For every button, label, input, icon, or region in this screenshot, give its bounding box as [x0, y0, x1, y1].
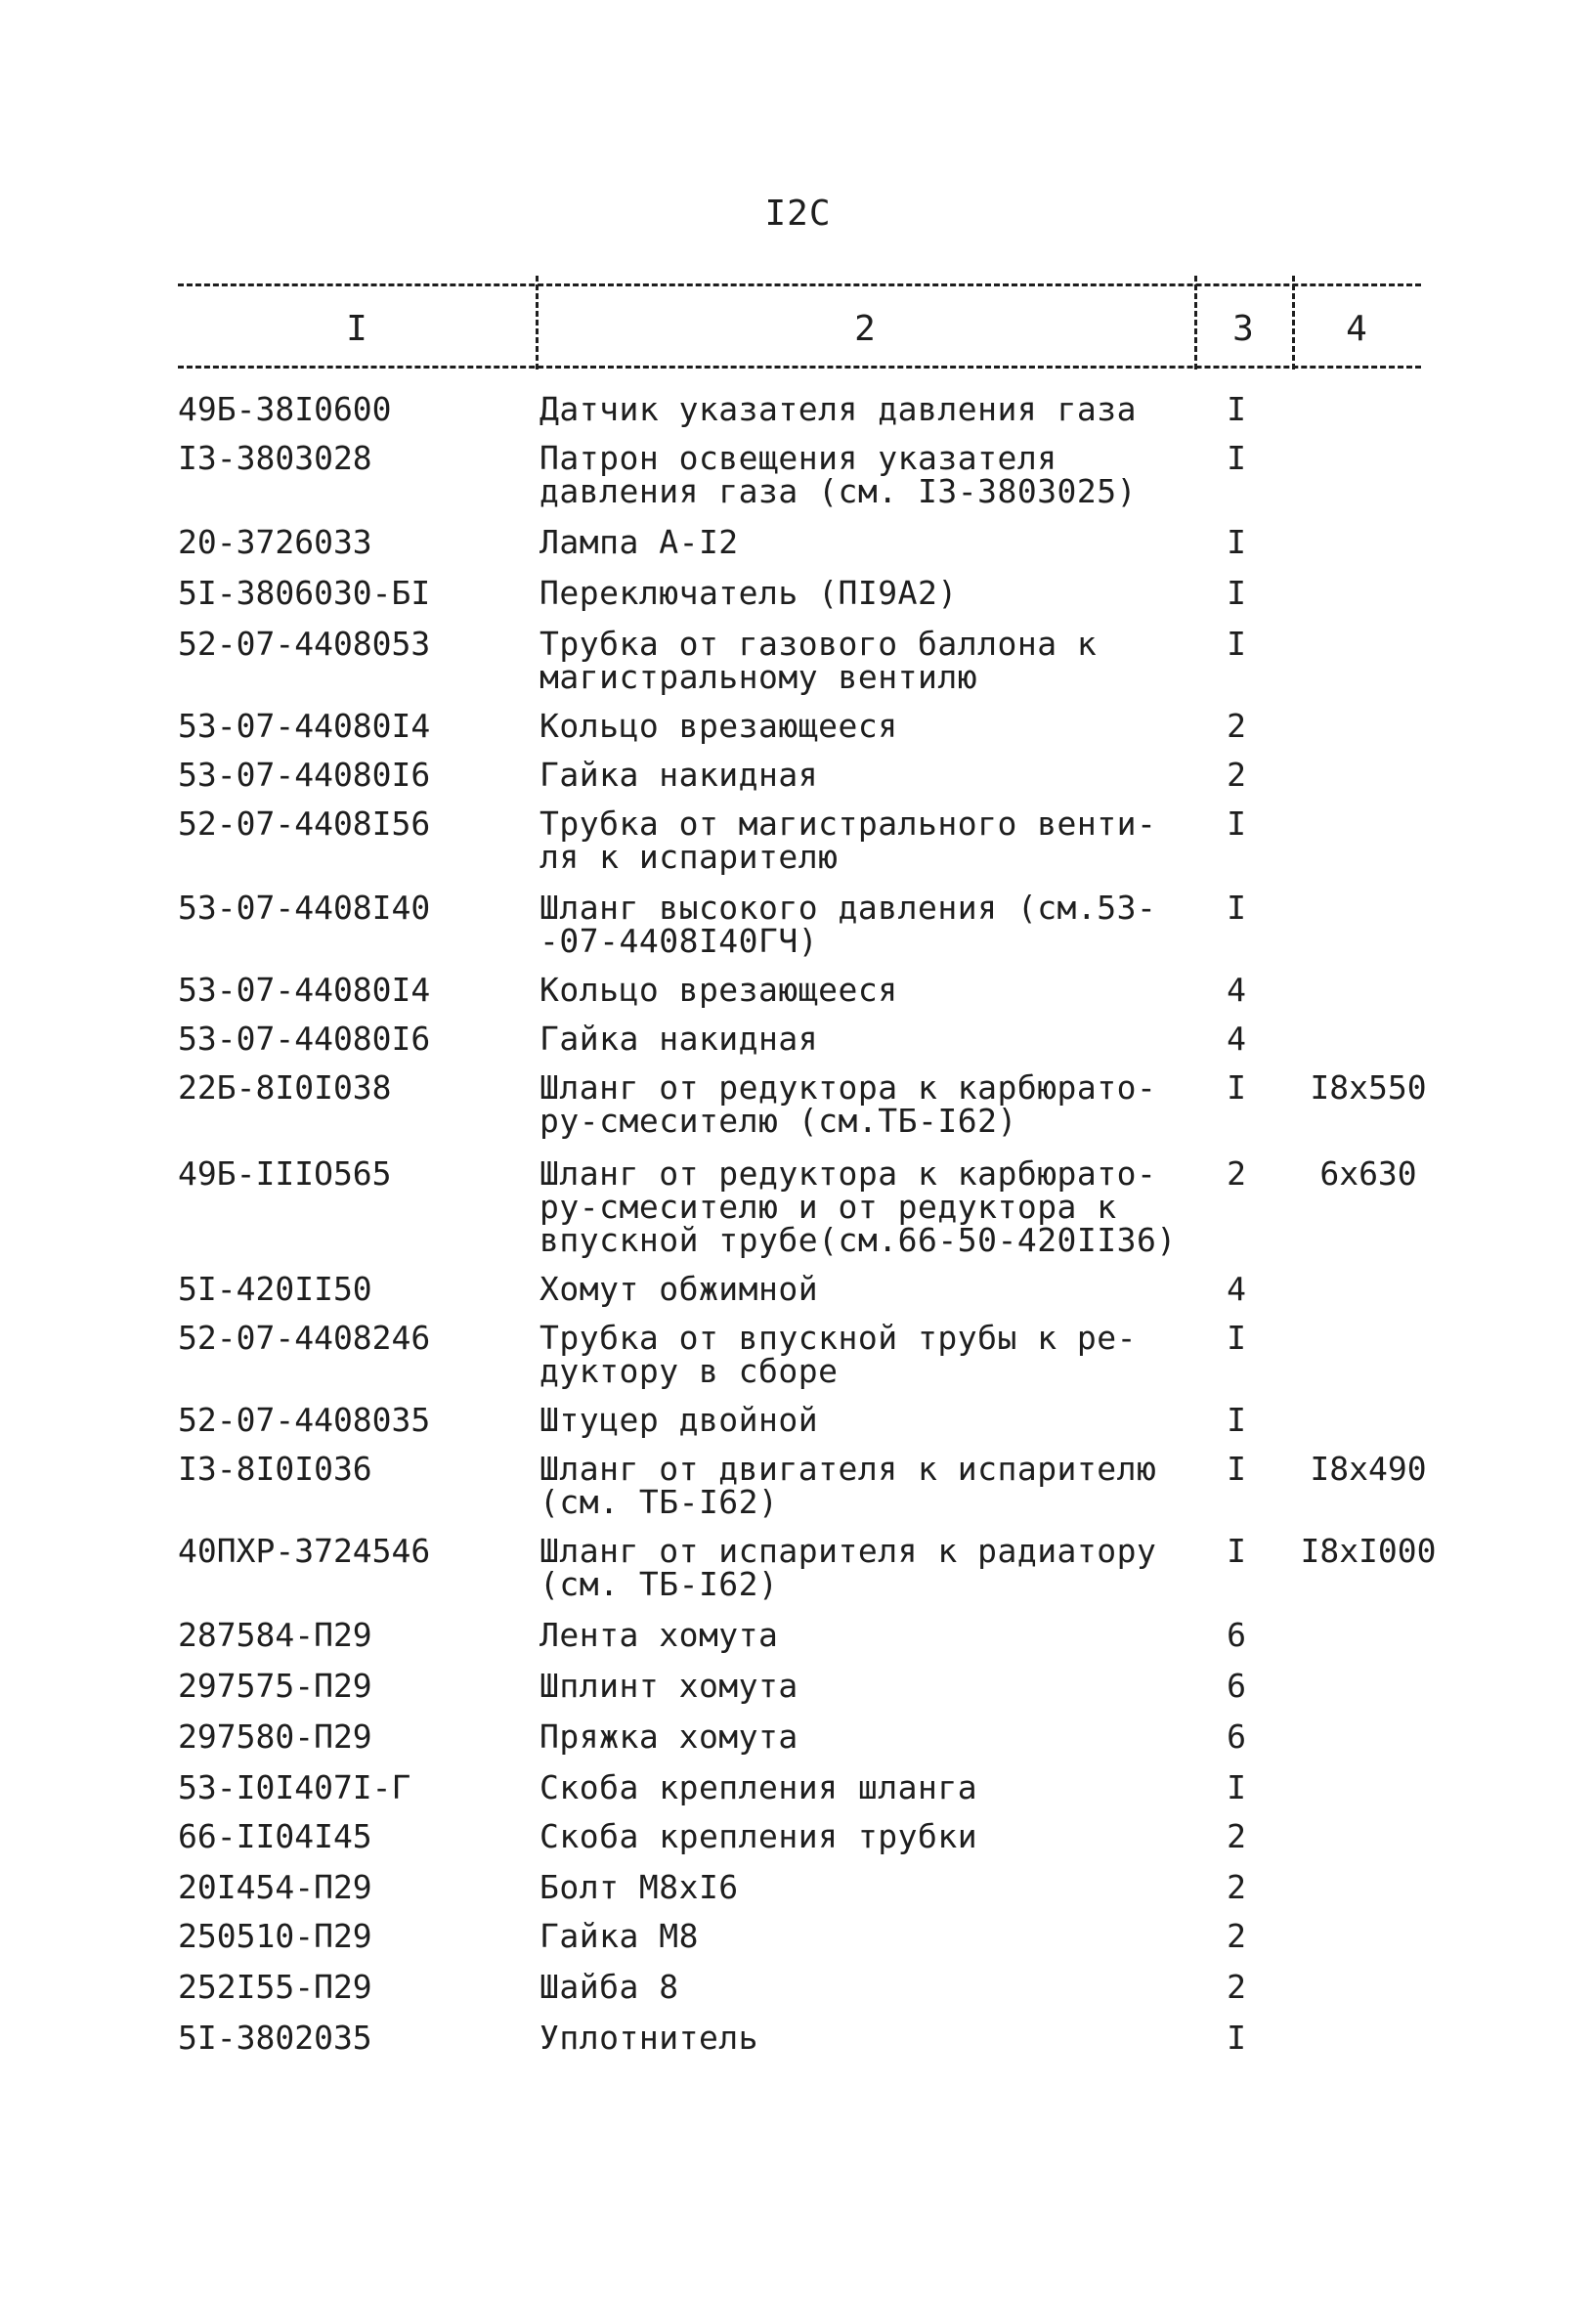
part-code: 53-07-44080I4: [178, 971, 431, 1009]
part-size: I8x550: [1310, 1068, 1427, 1107]
part-code: 49Б-IIIO565: [178, 1154, 392, 1193]
part-name: Скоба крепления трубки: [539, 1817, 978, 1855]
part-qty: 4: [1227, 1020, 1246, 1058]
part-qty: I: [1227, 1401, 1246, 1439]
part-code: 22Б-8I0I038: [178, 1068, 392, 1107]
part-name: Болт М8хI6: [539, 1868, 739, 1906]
part-qty: I: [1227, 1450, 1246, 1488]
part-code: I3-8I0I036: [178, 1450, 372, 1488]
part-qty: 2: [1227, 1154, 1246, 1193]
part-name: Шайба 8: [539, 1968, 679, 2006]
part-name: Пряжка хомута: [539, 1717, 798, 1756]
part-qty: I: [1227, 889, 1246, 927]
part-code: 252I55-П29: [178, 1968, 372, 2006]
part-name: Трубка от впускной трубы к ре- дуктору в сборе: [539, 1319, 1138, 1390]
part-code: 250510-П29: [178, 1917, 372, 1955]
part-name: Кольцо врезающееся: [539, 971, 898, 1009]
part-qty: I: [1227, 1068, 1246, 1107]
part-name: Шланг высокого давления (см.53- -07-4408I40ГЧ): [539, 889, 1157, 960]
part-qty: I: [1227, 439, 1246, 477]
page-number: I2C: [764, 194, 832, 234]
part-code: 20I454-П29: [178, 1868, 372, 1906]
part-qty: I: [1227, 574, 1246, 612]
part-name: Гайка М8: [539, 1917, 699, 1955]
part-qty: I: [1227, 2019, 1246, 2057]
part-qty: 2: [1227, 1868, 1246, 1906]
part-code: 53-07-4408I40: [178, 889, 431, 927]
part-name: Шланг от двигателя к испарителю (см. ТБ-I62): [539, 1450, 1157, 1521]
part-code: 20-3726033: [178, 523, 372, 561]
part-qty: I: [1227, 625, 1246, 663]
part-name: Гайка накидная: [539, 1020, 819, 1058]
part-name: Шланг от редуктора к карбюрато- ру-смесителю и от редуктора к впускной трубе(см.66-50-420II36): [539, 1154, 1177, 1259]
part-name: Переключатель (ПI9А2): [539, 574, 958, 612]
part-code: 52-07-4408I56: [178, 804, 431, 843]
part-qty: 2: [1227, 707, 1246, 745]
part-qty: 6: [1227, 1616, 1246, 1654]
part-name: Трубка от газового баллона к магистральному вентилю: [539, 625, 1098, 696]
part-name: Датчик указателя давления газа: [539, 390, 1138, 428]
part-name: Лампа А-I2: [539, 523, 739, 561]
part-qty: 6: [1227, 1717, 1246, 1756]
column-header-4: 4: [1346, 309, 1367, 349]
part-qty: I: [1227, 390, 1246, 428]
part-size: I8x490: [1310, 1450, 1427, 1488]
part-code: 52-07-4408053: [178, 625, 431, 663]
part-qty: I: [1227, 523, 1246, 561]
part-name: Патрон освещения указателя давления газа (см. I3-3803025): [539, 439, 1138, 510]
part-name: Лента хомута: [539, 1616, 779, 1654]
part-qty: I: [1227, 1532, 1246, 1570]
part-size: 6x630: [1319, 1154, 1417, 1193]
part-qty: 2: [1227, 1917, 1246, 1955]
part-code: 5I-420II50: [178, 1270, 372, 1308]
part-code: 287584-П29: [178, 1616, 372, 1654]
part-code: 66-II04I45: [178, 1817, 372, 1855]
part-qty: 4: [1227, 1270, 1246, 1308]
part-name: Кольцо врезающееся: [539, 707, 898, 745]
column-header-3: 3: [1232, 309, 1254, 349]
part-name: Шланг от испарителя к радиатору (см. ТБ-I62): [539, 1532, 1157, 1603]
part-name: Гайка накидная: [539, 756, 819, 794]
part-code: 53-07-44080I6: [178, 1020, 431, 1058]
part-code: 5I-3806030-БI: [178, 574, 431, 612]
part-code: 40ПХР-3724546: [178, 1532, 431, 1570]
part-name: Уплотнитель: [539, 2019, 759, 2057]
part-name: Штуцер двойной: [539, 1401, 819, 1439]
part-qty: 2: [1227, 1817, 1246, 1855]
part-qty: 2: [1227, 756, 1246, 794]
part-code: 52-07-4408246: [178, 1319, 431, 1357]
part-qty: 4: [1227, 971, 1246, 1009]
part-code: I3-3803028: [178, 439, 372, 477]
part-code: 5I-3802035: [178, 2019, 372, 2057]
part-size: I8xI000: [1300, 1532, 1437, 1570]
part-code: 53-07-44080I4: [178, 707, 431, 745]
part-qty: I: [1227, 1768, 1246, 1806]
part-qty: 6: [1227, 1667, 1246, 1705]
part-code: 297575-П29: [178, 1667, 372, 1705]
part-name: Скоба крепления шланга: [539, 1768, 978, 1806]
part-qty: 2: [1227, 1968, 1246, 2006]
part-code: 52-07-4408035: [178, 1401, 431, 1439]
part-name: Хомут обжимной: [539, 1270, 819, 1308]
part-qty: I: [1227, 1319, 1246, 1357]
part-code: 53-I0I407I-Г: [178, 1768, 411, 1806]
part-name: Шланг от редуктора к карбюрато- ру-смесителю (см.ТБ-I62): [539, 1068, 1157, 1140]
part-code: 49Б-38I0600: [178, 390, 392, 428]
part-name: Трубка от магистрального венти- ля к испарителю: [539, 804, 1157, 876]
part-qty: I: [1227, 804, 1246, 843]
part-code: 297580-П29: [178, 1717, 372, 1756]
column-header-2: 2: [854, 309, 876, 349]
column-header-1: I: [346, 309, 367, 349]
part-code: 53-07-44080I6: [178, 756, 431, 794]
part-name: Шплинт хомута: [539, 1667, 798, 1705]
